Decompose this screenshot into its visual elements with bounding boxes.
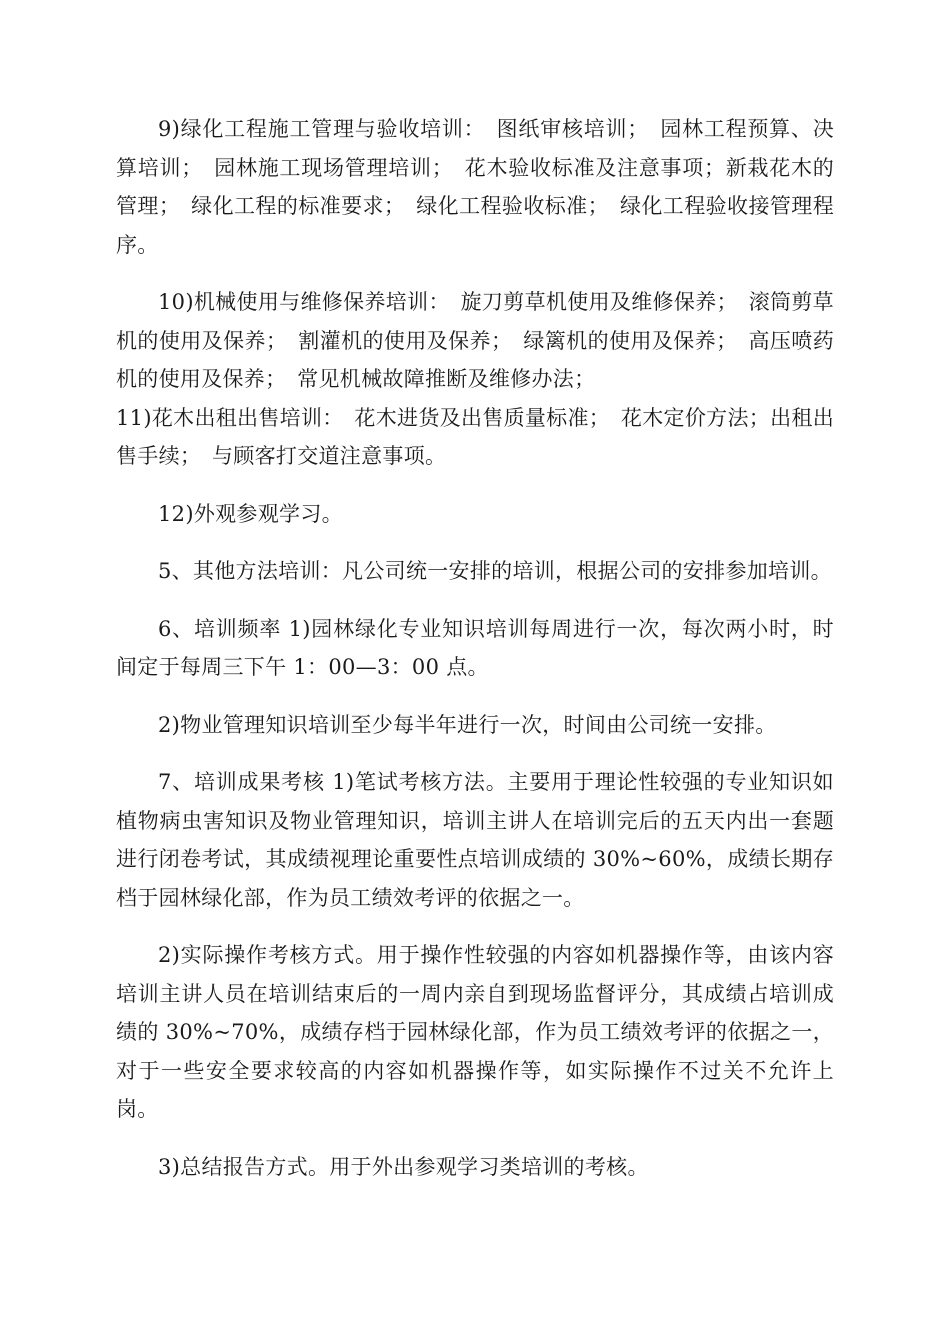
paragraph-practical-exam: 2)实际操作考核方式。用于操作性较强的内容如机器操作等，由该内容培训主讲人员在培训结束后的一周内亲自到现场监督评分，其成绩占培训成绩的 30%~70%，成绩存档于园林绿化部，作为员工绩效考评的依据之一，对于一些安全要求较高的内容如机器操作等，如实际操作不过关不允许上岗。 <box>116 943 834 1121</box>
paragraph-nursery-sales-training: 11)花木出租出售培训： 花木进货及出售质量标准； 花木定价方法；出租出售手续； 与顾客打交道注意事项。 <box>116 405 834 468</box>
paragraph-machinery-training: 10)机械使用与维修保养培训： 旋刀剪草机使用及维修保养； 滚筒剪草机的使用及保养； 割灌机的使用及保养； 绿篱机的使用及保养； 高压喷药机的使用及保养； 常见机械故障推断及维修办法； <box>116 290 834 391</box>
paragraph-site-visit: 12)外观参观学习。 <box>158 501 343 526</box>
paragraph-training-frequency: 6、培训频率 1)园林绿化专业知识培训每周进行一次，每次两小时，时间定于每周三下午 1：00—3：00 点。 <box>116 616 834 679</box>
paragraph-written-exam: 7、培训成果考核 1)笔试考核方法。主要用于理论性较强的专业知识如植物病虫害知识及物业管理知识，培训主讲人在培训完后的五天内出一套题进行闭卷考试，其成绩视理论重要性点培训成绩的 30%~60%，成绩长期存档于园林绿化部，作为员工绩效考评的依据之一。 <box>116 770 834 910</box>
document-body <box>116 110 834 1205</box>
paragraph-other-training: 5、其他方法培训：凡公司统一安排的培训，根据公司的安排参加培训。 <box>158 559 832 583</box>
paragraph-greening-training: 9)绿化工程施工管理与验收培训： 图纸审核培训； 园林工程预算、决算培训； 园林施工现场管理培训； 花木验收标准及注意事项；新栽花木的管理； 绿化工程的标准要求； 绿化工程验收标准； 绿化工程验收接管理程序。 <box>116 117 834 257</box>
paragraph-summary-report: 3)总结报告方式。用于外出参观学习类培训的考核。 <box>158 1154 649 1179</box>
paragraph-property-training: 2)物业管理知识培训至少每半年进行一次，时间由公司统一安排。 <box>158 712 777 737</box>
